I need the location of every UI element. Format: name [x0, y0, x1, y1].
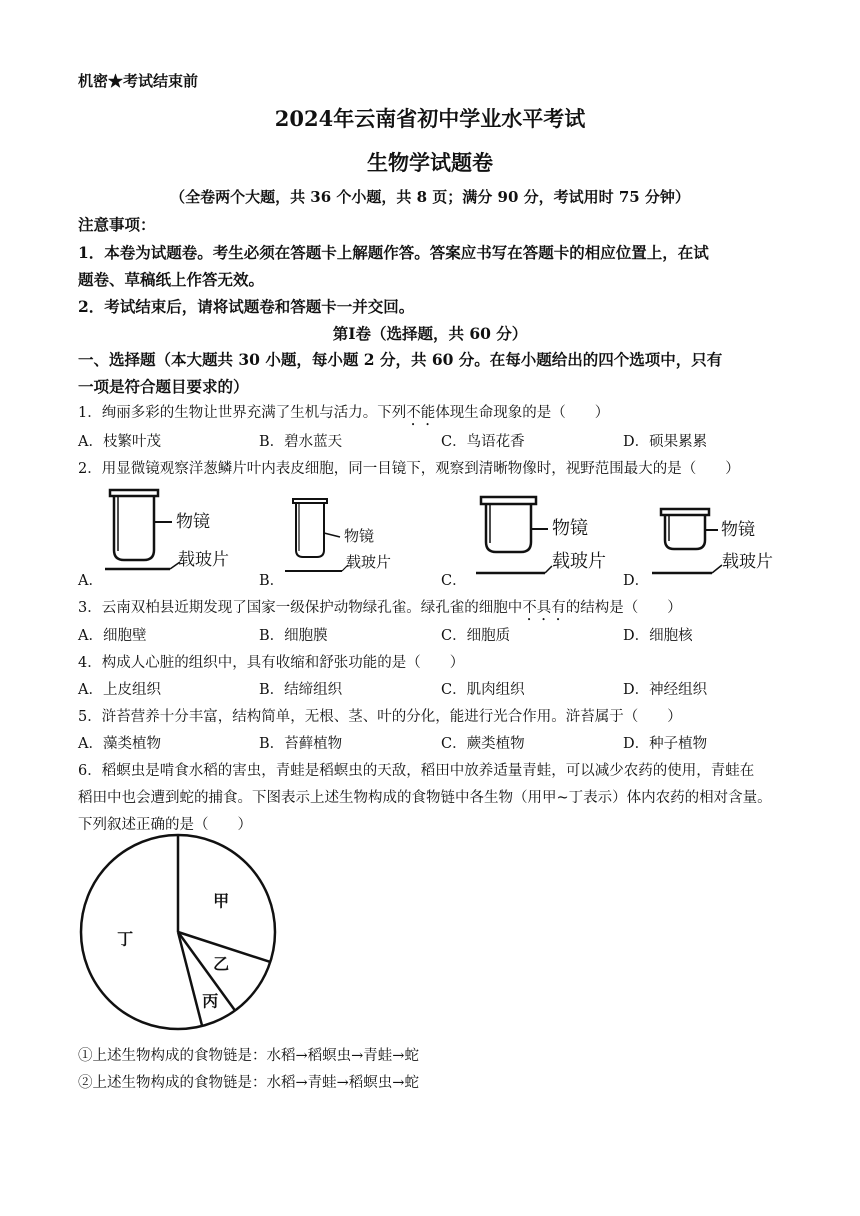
question-2-d-slide-label: 载玻片 [722, 552, 773, 572]
question-1-stem-part: 1．绚丽多彩的生物让世界充满了生机与活力。下列 [78, 405, 407, 421]
question-4-option-a[interactable]: A．上皮组织 [78, 682, 161, 698]
question-3-option-d[interactable]: D．细胞核 [623, 628, 693, 644]
question-5-option-b[interactable]: B．苔藓植物 [259, 736, 343, 752]
question-2-microscope-diagrams [0, 485, 860, 590]
question-4-option-d[interactable]: D．神经组织 [623, 682, 708, 698]
pie-label-1: 甲 [213, 891, 230, 911]
question-6-statement-2[interactable]: ②上述生物构成的食物链是：水稻→青蛙→稻螟虫→蛇 [78, 1075, 419, 1091]
question-4-option-b[interactable]: B．结缔组织 [259, 682, 343, 698]
notice-item-2: 2．考试结束后，请将试题卷和答题卡一并交回。 [78, 297, 415, 316]
notice-item-1-line-1: 1．本卷为试题卷。考生必须在答题卡上解题作答。答案应书写在答题卡的相应位置上，在试 [78, 243, 709, 262]
question-2-a-objective-label: 物镜 [176, 512, 210, 532]
question-6-stem-line-1: 6．稻螟虫是啃食水稻的害虫，青蛙是稻螟虫的天敌，稻田中放养适量青蛙，可以减少农药的使用，青蛙在 [78, 763, 755, 779]
question-2-option-c[interactable]: C． [441, 573, 467, 589]
question-2-stem: 2．用显微镜观察洋葱鳞片叶内表皮细胞，同一目镜下，观察到清晰物像时，视野范围最大的是（ ） [78, 461, 740, 477]
question-3-stem-end: 的结构是（ ） [565, 600, 682, 616]
question-1-stem-end: 体现生命现象的是（ ） [435, 405, 610, 421]
question-2-option-d[interactable]: D． [623, 573, 650, 589]
question-5-option-a[interactable]: A．藻类植物 [78, 736, 161, 752]
question-2-diagram-c[interactable] [476, 497, 606, 573]
question-2-b-objective-label: 物镜 [344, 527, 375, 545]
question-1-option-b[interactable]: B．碧水蓝天 [259, 434, 343, 450]
confidential-mark: 机密★考试结束前 [78, 72, 199, 90]
question-6-stem-line-2: 稻田中也会遭到蛇的捕食。下图表示上述生物构成的食物链中各生物（用甲~丁表示）体内农药的相对含量。 [78, 790, 772, 806]
question-6-stem-line-3: 下列叙述正确的是（ ） [78, 817, 252, 833]
question-2-diagram-d[interactable] [652, 509, 773, 573]
question-5-option-c[interactable]: C．蕨类植物 [441, 736, 525, 752]
pie-label-3: 丙 [202, 991, 219, 1011]
question-2-d-objective-label: 物镜 [721, 520, 755, 540]
question-2-diagram-b[interactable] [285, 499, 391, 571]
question-4-stem: 4．构成人心脏的组织中，具有收缩和舒张功能的是（ ） [78, 655, 465, 671]
question-3-emphasis: 不具有 [522, 600, 566, 616]
question-3-stem [78, 596, 682, 624]
question-1-option-c[interactable]: C．鸟语花香 [441, 434, 525, 450]
question-5-option-d[interactable]: D．种子植物 [623, 736, 708, 752]
question-6-statement-1[interactable]: ①上述生物构成的食物链是：水稻→稻螟虫→青蛙→蛇 [78, 1048, 419, 1064]
question-2-c-objective-label: 物镜 [552, 518, 588, 539]
question-1-option-d[interactable]: D．硕果累累 [623, 434, 708, 450]
question-4-option-c[interactable]: C．肌肉组织 [441, 682, 525, 698]
pie-label-4: 丁 [117, 929, 134, 949]
question-3-option-c[interactable]: C．细胞质 [441, 628, 511, 644]
question-1-stem [78, 401, 609, 429]
notice-heading: 注意事项： [78, 215, 156, 234]
exam-title: 2024年云南省初中学业水平考试 [274, 106, 586, 131]
notice-item-1-line-2: 题卷、草稿纸上作答无效。 [78, 270, 265, 289]
question-2-diagram-a[interactable] [105, 490, 229, 570]
question-5-stem: 5．浒苔营养十分丰富，结构简单，无根、茎、叶的分化，能进行光合作用。浒苔属于（ ） [78, 709, 682, 725]
pie-label-2: 乙 [213, 954, 230, 974]
question-1-option-a[interactable]: A．枝繁叶茂 [78, 434, 161, 450]
part-1-title: 第Ⅰ卷（选择题，共 60 分） [332, 324, 528, 343]
question-3-option-a[interactable]: A．细胞壁 [78, 628, 147, 644]
question-2-c-slide-label: 载玻片 [552, 551, 606, 572]
question-2-b-slide-label: 载玻片 [346, 553, 392, 571]
question-1-emphasis: 不能 [406, 405, 436, 421]
question-3-option-b[interactable]: B．细胞膜 [259, 628, 328, 644]
question-3-stem-part: 3．云南双柏县近期发现了国家一级保护动物绿孔雀。绿孔雀的细胞中 [78, 600, 523, 616]
question-2-option-a[interactable]: A． [78, 573, 103, 589]
paper-info: （全卷两个大题，共 36 个小题，共 8 页；满分 90 分，考试用时 75 分钟） [170, 188, 690, 206]
pesticide-pie-chart [78, 832, 278, 1032]
question-2-option-b[interactable]: B． [259, 573, 285, 589]
question-2-a-slide-label: 载玻片 [178, 550, 229, 570]
section-1-line-1: 一、选择题（本大题共 30 小题，每小题 2 分，共 60 分。在每小题给出的四个选项中，只有 [78, 350, 723, 369]
section-1-line-2: 一项是符合题目要求的） [78, 377, 249, 396]
paper-subtitle: 生物学试题卷 [367, 150, 493, 175]
